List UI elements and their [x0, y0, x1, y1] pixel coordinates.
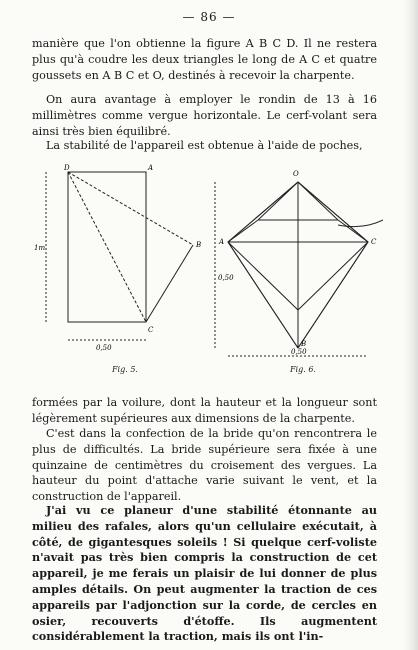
paragraph-4: formées par la voilure, dont la hauteur et la longueur sont légèrement supérieures aux dimensions de la charpente.	[32, 396, 377, 425]
figures-area	[28, 160, 388, 390]
fig6-label-left: 0,50	[218, 274, 234, 282]
figure-6-diagram	[213, 160, 383, 360]
fig5-label-d: D	[64, 164, 70, 172]
fig6-label-a: A	[219, 238, 225, 246]
figure-5-diagram	[28, 160, 213, 360]
paragraph-1: manière que l'on obtienne la figure A B C D. Il ne restera plus qu'à coudre les deux triangles le long de A C et quatre goussets en A B C et O, destinés à recevoir la charpente.	[32, 37, 377, 82]
scan-edge-shadow	[404, 0, 418, 650]
fig6-label-c: C	[371, 238, 377, 246]
paragraph-2: On aura avantage à employer le rondin de 13 à 16 millimètres comme vergue horizontale. Le cerf-volant sera ainsi très bien équilibré.	[32, 93, 377, 138]
figure-6-caption: Fig. 6.	[290, 365, 316, 374]
fig5-label-bottom: 0,50	[96, 344, 112, 352]
paragraph-3: La stabilité de l'appareil est obtenue à l'aide de poches,	[46, 139, 363, 152]
fig5-label-a: A	[148, 164, 154, 172]
paragraph-5: C'est dans la confection de la bride qu'on rencontrera le plus de difficultés. La bride supérieure sera fixée à une quinzaine de centimètres du croisement des vergues. La hauteur du point d'attache varie suivant le vent, et la construction de l'appareil.	[32, 427, 377, 504]
page-number: — 86 —	[182, 10, 236, 24]
fig6-label-b: B	[301, 340, 307, 348]
fig6-label-bottom: 0,50	[291, 348, 307, 356]
figure-5-caption: Fig. 5.	[112, 365, 138, 374]
fig5-label-b: B	[196, 241, 202, 249]
fig5-label-side: 1m	[34, 244, 46, 252]
fig6-label-o: O	[293, 170, 299, 178]
paragraph-6: J'ai vu ce planeur d'une stabilité étonnante au milieu des rafales, alors qu'un cellulaire exécutait, à côté, de gigantesques soleils ! Si quelque cerf-voliste n'avait pas très bien compris la construction de cet appareil, je me ferais un plaisir de lui donner de plus amples détails. On peut augmenter la traction de ces appareils par l'adjonction sur la corde, de cercles en osier, recouverts d'étoffe. Ils augmentent considérablement la traction, mais ils ont l'in-	[32, 503, 377, 644]
fig5-label-c: C	[148, 326, 154, 334]
